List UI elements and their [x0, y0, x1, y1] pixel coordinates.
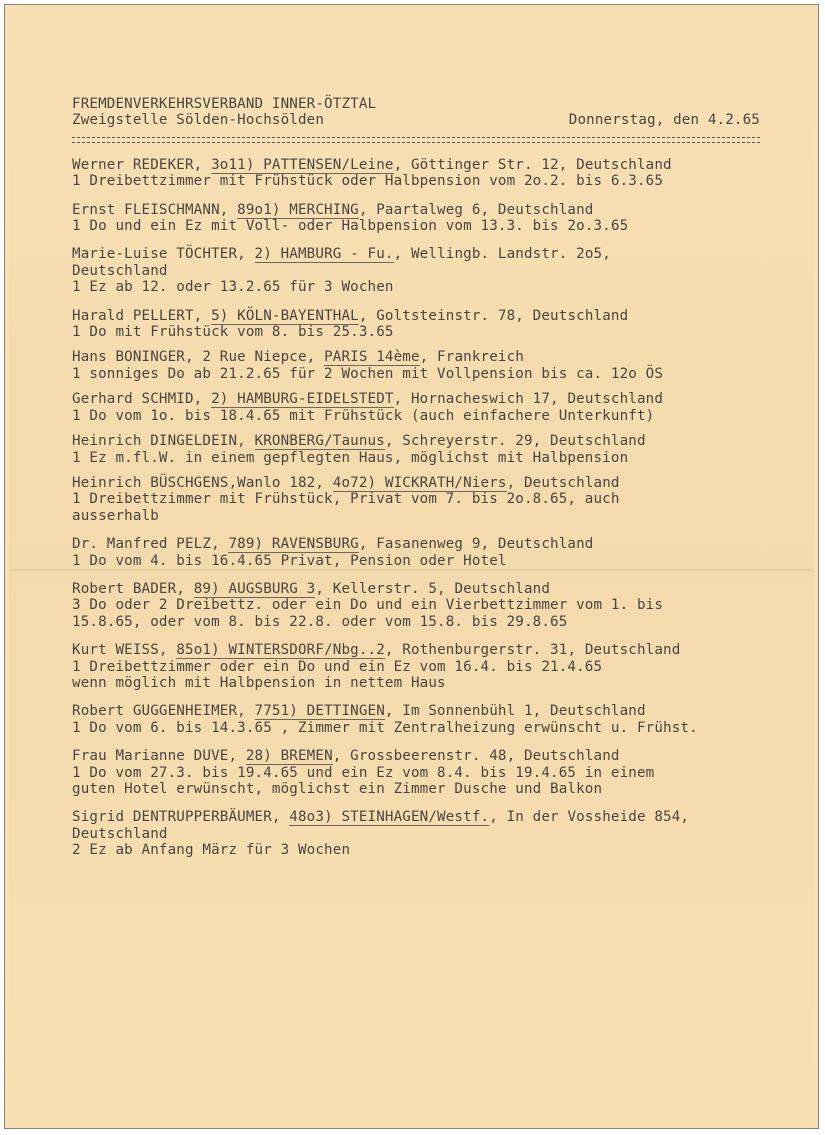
inquiry-entry	[72, 202, 772, 235]
entry-address-line	[72, 202, 772, 218]
entry-address-rest: , Fasanenweg 9, Deutschland	[358, 536, 594, 553]
inquiry-entry	[72, 391, 772, 424]
entry-city: 7751) DETTINGEN	[254, 703, 385, 720]
entry-address-rest: , Schreyerstr. 29, Deutschland	[384, 433, 646, 450]
entry-name: Marie-Luise TÖCHTER,	[72, 246, 255, 263]
entry-address-rest: , Rothenburgerstr. 31, Deutschland	[384, 642, 681, 659]
entry-address-line	[72, 246, 772, 262]
entry-address-rest: , Wellingb. Landstr. 2o5,	[393, 246, 611, 263]
entry-address-line	[72, 536, 772, 552]
entry-request-line: guten Hotel erwünscht, möglichst ein Zimmer Dusche und Balkon	[72, 781, 603, 797]
entry-city: 2) HAMBURG-EIDELSTEDT	[211, 391, 394, 408]
entry-request-line: Deutschland	[72, 262, 168, 279]
entry-request-line: 1 Do vom 1o. bis 18.4.65 mit Frühstück (auch einfachere Unterkunft)	[72, 407, 655, 424]
entry-name: Gerhard SCHMID,	[72, 391, 212, 408]
entry-city: 3o11) PATTENSEN/Leine	[211, 156, 394, 173]
entry-request-line: 1 Ez m.fl.W. in einem gepflegten Haus, möglichst mit Halbpension	[72, 449, 629, 466]
entry-request-line: 1 Dreibettzimmer oder ein Do und ein Ez vom 16.4. bis 21.4.65	[72, 658, 603, 675]
document-content	[72, 96, 772, 871]
entry-city: 85o1) WINTERSDORF/Nbg..2	[176, 642, 385, 659]
entry-city: 89o1) MERCHING	[237, 201, 359, 218]
inquiry-entry	[72, 308, 772, 341]
entry-name: Frau Marianne DUVE,	[72, 748, 246, 765]
entry-address-line	[72, 475, 772, 491]
entry-city: 28) BREMEN	[245, 748, 333, 765]
entry-address-line	[72, 157, 772, 173]
entry-name: Hans BONINGER, 2 Rue Niepce,	[72, 349, 325, 366]
entry-address-rest: , Göttinger Str. 12, Deutschland	[393, 156, 672, 173]
entry-address-rest: , In der Vossheide 854,	[489, 809, 690, 826]
entry-address-rest: , Hornacheswich 17, Deutschland	[393, 391, 664, 408]
entry-request-line: wenn möglich mit Halbpension in nettem Haus	[72, 674, 446, 691]
entry-request-line: 1 Do vom 4. bis 16.4.65 Privat, Pension oder Hotel	[72, 552, 507, 569]
entry-request-line: 1 Dreibettzimmer mit Frühstück oder Halbpension vom 2o.2. bis 6.3.65	[72, 173, 664, 190]
entry-request-line: 1 Do und ein Ez mit Voll- oder Halbpension vom 13.3. bis 2o.3.65	[72, 218, 629, 235]
entry-city: 789) RAVENSBURG	[228, 536, 359, 553]
branch-name: Zweigstelle Sölden-Hochsölden	[72, 112, 325, 129]
inquiry-entry	[72, 475, 772, 524]
entry-name: Dr. Manfred PELZ,	[72, 536, 229, 553]
entry-city: KRONBERG/Taunus	[254, 433, 385, 450]
entry-address-line	[72, 433, 772, 449]
inquiry-entry	[72, 157, 772, 190]
entry-name: Ernst FLEISCHMANN,	[72, 201, 238, 218]
entry-request-line: 2 Ez ab Anfang März für 3 Wochen	[72, 842, 351, 859]
entry-city: 48o3) STEINHAGEN/Westf.	[289, 809, 490, 826]
entry-name: Harald PELLERT,	[72, 307, 212, 324]
entry-address-line	[72, 581, 772, 597]
inquiry-entry	[72, 581, 772, 630]
inquiry-entry	[72, 703, 772, 736]
entry-city: 5) KÖLN-BAYENTHAL	[211, 307, 359, 324]
entry-city: 2) HAMBURG - Fu.	[254, 246, 394, 263]
inquiry-entry	[72, 642, 772, 691]
entry-address-rest: , Deutschland	[506, 474, 620, 491]
entry-request-line: Deutschland	[72, 825, 168, 842]
entry-address-line	[72, 642, 772, 658]
entry-address-rest: , Goltsteinstr. 78, Deutschland	[358, 307, 629, 324]
entry-address-rest: , Im Sonnenbühl 1, Deutschland	[384, 703, 646, 720]
entry-city: PARIS 14ème	[324, 349, 420, 366]
entry-request-line: ausserhalb	[72, 507, 159, 524]
entry-request-line: 3 Do oder 2 Dreibettz. oder ein Do und ein Vierbettzimmer vom 1. bis	[72, 597, 664, 614]
letterhead	[72, 96, 772, 143]
inquiry-entry	[72, 536, 772, 569]
entry-address-rest: , Grossbeerenstr. 48, Deutschland	[332, 748, 620, 765]
entry-name: Kurt WEISS,	[72, 642, 177, 659]
entry-request-line: 1 Dreibettzimmer mit Frühstück, Privat vom 7. bis 2o.8.65, auch	[72, 491, 620, 508]
entry-request-line: 1 sonniges Do ab 21.2.65 für 2 Wochen mit Vollpension bis ca. 12o ÖS	[72, 365, 664, 382]
entry-city: 89) AUGSBURG 3	[193, 580, 316, 597]
entry-request-line: 1 Ez ab 12. oder 13.2.65 für 3 Wochen	[72, 279, 394, 296]
entry-request-line: 1 Do vom 27.3. bis 19.4.65 und ein Ez vom 8.4. bis 19.4.65 in einem	[72, 764, 655, 781]
entry-address-line	[72, 748, 772, 764]
entry-request-line: 1 Do vom 6. bis 14.3.65 , Zimmer mit Zentralheizung erwünscht u. Frühst.	[72, 719, 698, 736]
entry-address-line	[72, 308, 772, 324]
entry-name: Robert BADER,	[72, 580, 194, 597]
entry-name: Heinrich DINGELDEIN,	[72, 433, 255, 450]
entry-address-rest: , Kellerstr. 5, Deutschland	[315, 580, 551, 597]
entry-name: Heinrich BÜSCHGENS,Wanlo 182,	[72, 474, 333, 491]
entry-request-line: 15.8.65, oder vom 8. bis 22.8. oder vom 15.8. bis 29.8.65	[72, 613, 568, 630]
inquiry-entry	[72, 349, 772, 382]
entry-city: 4o72) WICKRATH/Niers	[332, 474, 507, 491]
entry-name: Werner REDEKER,	[72, 156, 212, 173]
inquiry-entry	[72, 433, 772, 466]
inquiry-list	[72, 157, 772, 859]
entry-name: Sigrid DENTRUPPERBÄUMER,	[72, 809, 290, 826]
entry-address-line	[72, 809, 772, 825]
inquiry-entry	[72, 809, 772, 858]
entry-name: Robert GUGGENHEIMER,	[72, 703, 255, 720]
entry-address-line	[72, 349, 772, 365]
org-name: FREMDENVERKEHRSVERBAND INNER-ÖTZTAL	[72, 96, 377, 112]
document-date: Donnerstag, den 4.2.65	[568, 112, 760, 129]
entry-address-line	[72, 391, 772, 407]
entry-address-line	[72, 703, 772, 719]
entry-address-rest: , Frankreich	[419, 349, 524, 366]
inquiry-entry	[72, 748, 772, 797]
entry-request-line: 1 Do mit Frühstück vom 8. bis 25.3.65	[72, 324, 394, 341]
entry-address-rest: , Paartalweg 6, Deutschland	[358, 201, 594, 218]
inquiry-entry	[72, 246, 772, 295]
header-rule	[72, 137, 760, 143]
